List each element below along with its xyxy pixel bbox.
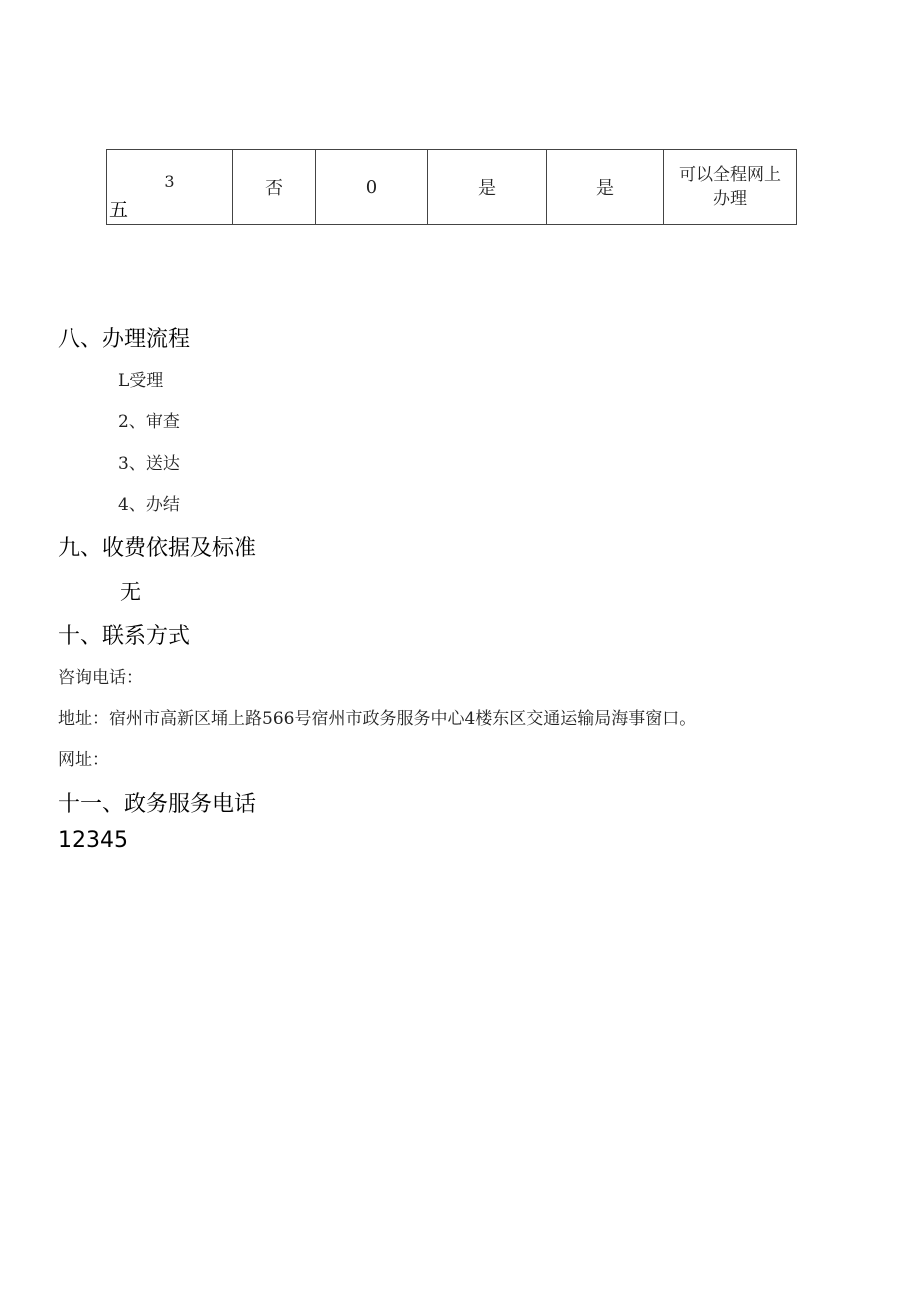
service-phone-heading: 十一、政务服务电话 xyxy=(58,792,257,817)
process-heading: 八、办理流程 xyxy=(58,327,191,352)
cell-visits-value: 0 xyxy=(365,176,378,198)
process-step-2: 2、审查 xyxy=(118,412,180,432)
table-cell-online-apply xyxy=(428,150,547,225)
service-phone-number: 12345 xyxy=(58,828,128,853)
cell-count-suffix: 五 xyxy=(109,199,129,221)
cell-online-apply-value: 是 xyxy=(478,178,496,199)
table-cell-fee xyxy=(233,150,316,225)
table-cell-online-pay xyxy=(547,150,664,225)
table-cell-visits xyxy=(316,150,428,225)
info-table xyxy=(106,149,797,225)
table-row xyxy=(107,150,797,225)
table-cell-count xyxy=(107,150,233,225)
contact-heading: 十、联系方式 xyxy=(58,624,191,649)
fees-value: 无 xyxy=(120,580,141,604)
fees-heading: 九、收费依据及标准 xyxy=(58,536,257,561)
process-step-1: L受理 xyxy=(118,371,164,391)
contact-phone: 咨询电话： xyxy=(58,668,143,688)
contact-website: 网址： xyxy=(58,750,109,770)
cell-online-mode-line2: 办理 xyxy=(713,189,747,209)
cell-fee-value: 否 xyxy=(265,178,283,199)
cell-count-value: 3 xyxy=(164,172,175,191)
contact-address: 地址：宿州市高新区埇上路566号宿州市政务服务中心4楼东区交通运输局海事窗口。 xyxy=(58,709,697,729)
cell-online-mode-line1: 可以全程网上 xyxy=(679,165,781,185)
process-step-3: 3、送达 xyxy=(118,454,180,474)
cell-online-pay-value: 是 xyxy=(596,178,614,199)
process-step-4: 4、办结 xyxy=(118,495,180,515)
table-cell-online-mode xyxy=(664,150,797,225)
